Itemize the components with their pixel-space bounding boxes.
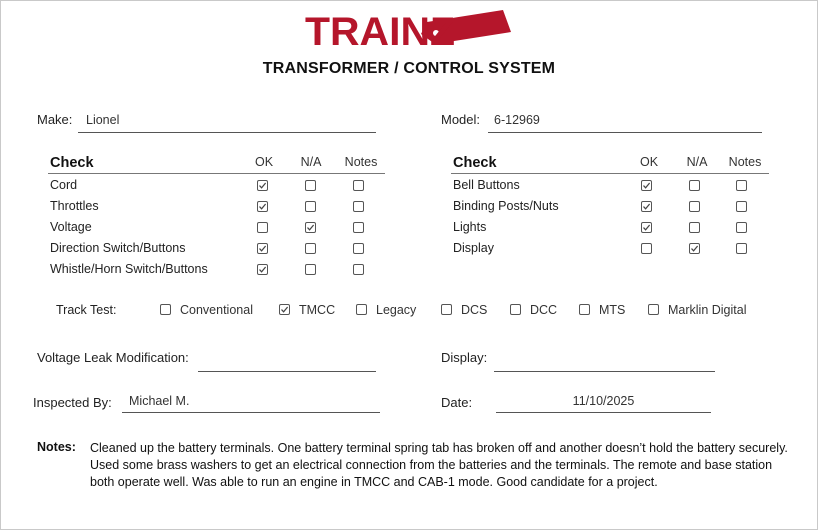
track-dcc-checkbox[interactable] <box>510 304 521 315</box>
left-notes-checkbox[interactable] <box>353 264 364 275</box>
left-check-item-label: Whistle/Horn Switch/Buttons <box>50 262 208 276</box>
track-test-label: Track Test: <box>56 303 117 317</box>
track-option-label: Legacy <box>376 303 417 317</box>
track-option-label: DCS <box>461 303 488 317</box>
voltage-leak-label: Voltage Leak Modification: <box>37 350 189 365</box>
right-ok-checkbox[interactable] <box>641 222 652 233</box>
left-ok-checkbox[interactable] <box>257 222 268 233</box>
right-ok-checkbox[interactable] <box>641 180 652 191</box>
track-conventional-checkbox[interactable] <box>160 304 171 315</box>
left-ok-checkbox[interactable] <box>257 201 268 212</box>
track-marklin-digital-checkbox[interactable] <box>648 304 659 315</box>
date-underline <box>496 412 711 413</box>
left-check-header: Check <box>50 155 94 171</box>
track-tmcc-checkbox[interactable] <box>279 304 290 315</box>
left-check-item-label: Direction Switch/Buttons <box>50 241 186 255</box>
track-option-label: TMCC <box>299 303 336 317</box>
left-check-item-label: Throttles <box>50 199 99 213</box>
right-na-checkbox[interactable] <box>689 180 700 191</box>
right-ok-checkbox[interactable] <box>641 201 652 212</box>
right-check-item-label: Binding Posts/Nuts <box>453 199 559 213</box>
right-col-notes: Notes <box>728 155 762 169</box>
inspected-by-value[interactable]: Michael M. <box>129 394 190 408</box>
display-field-underline <box>494 371 715 372</box>
right-notes-checkbox[interactable] <box>736 201 747 212</box>
left-col-na: N/A <box>300 155 322 169</box>
left-check-item-label: Voltage <box>50 220 92 234</box>
left-na-checkbox[interactable] <box>305 222 316 233</box>
make-value[interactable]: Lionel <box>86 113 120 127</box>
make-label: Make: <box>37 112 73 127</box>
right-header-rule <box>451 173 769 174</box>
left-notes-checkbox[interactable] <box>353 243 364 254</box>
trainz-logo <box>305 8 513 50</box>
left-na-checkbox[interactable] <box>305 243 316 254</box>
left-na-checkbox[interactable] <box>305 201 316 212</box>
left-ok-checkbox[interactable] <box>257 264 268 275</box>
left-col-ok: OK <box>254 155 274 169</box>
left-notes-checkbox[interactable] <box>353 180 364 191</box>
voltage-leak-underline <box>198 371 376 372</box>
right-na-checkbox[interactable] <box>689 222 700 233</box>
right-col-na: N/A <box>686 155 708 169</box>
left-na-checkbox[interactable] <box>305 264 316 275</box>
track-mts-checkbox[interactable] <box>579 304 590 315</box>
right-na-checkbox[interactable] <box>689 243 700 254</box>
date-label: Date: <box>441 395 473 410</box>
make-underline <box>78 132 376 133</box>
left-ok-checkbox[interactable] <box>257 243 268 254</box>
model-underline <box>488 132 762 133</box>
right-notes-checkbox[interactable] <box>736 222 747 233</box>
left-check-item-label: Cord <box>50 178 78 192</box>
right-notes-checkbox[interactable] <box>736 243 747 254</box>
model-label: Model: <box>441 112 481 127</box>
track-option-label: MTS <box>599 303 626 317</box>
inspected-by-label: Inspected By: <box>33 395 112 410</box>
left-notes-checkbox[interactable] <box>353 201 364 212</box>
track-option-label: Conventional <box>180 303 253 317</box>
track-option-label: DCC <box>530 303 558 317</box>
display-field-label: Display: <box>441 350 488 365</box>
inspected-by-underline <box>122 412 380 413</box>
right-check-item-label: Bell Buttons <box>453 178 520 192</box>
right-check-header: Check <box>453 155 497 171</box>
model-value[interactable]: 6-12969 <box>494 113 540 127</box>
track-legacy-checkbox[interactable] <box>356 304 367 315</box>
right-na-checkbox[interactable] <box>689 201 700 212</box>
left-notes-checkbox[interactable] <box>353 222 364 233</box>
date-value[interactable]: 11/10/2025 <box>572 394 635 408</box>
right-notes-checkbox[interactable] <box>736 180 747 191</box>
right-ok-checkbox[interactable] <box>641 243 652 254</box>
left-header-rule <box>48 173 385 174</box>
left-ok-checkbox[interactable] <box>257 180 268 191</box>
right-col-ok: OK <box>639 155 659 169</box>
right-check-item-label: Lights <box>453 220 487 234</box>
logo-text: TRAINZ <box>305 10 455 50</box>
right-check-item-label: Display <box>453 241 494 255</box>
form-title: TRANSFORMER / CONTROL SYSTEM <box>262 60 556 77</box>
track-option-label: Marklin Digital <box>668 303 747 317</box>
notes-text[interactable]: Cleaned up the battery terminals. One battery terminal spring tab has broken off and another doesn’t hold the battery securely. Used some brass washers to get an electrical connection from the batteries and the terminals. The remote and base station both operate well. Was able to run an engine in TMCC and CAB-1 mode. Good candidate for a project. <box>90 441 788 489</box>
notes-label: Notes: <box>37 440 76 454</box>
left-na-checkbox[interactable] <box>305 180 316 191</box>
left-col-notes: Notes <box>344 155 378 169</box>
track-dcs-checkbox[interactable] <box>441 304 452 315</box>
